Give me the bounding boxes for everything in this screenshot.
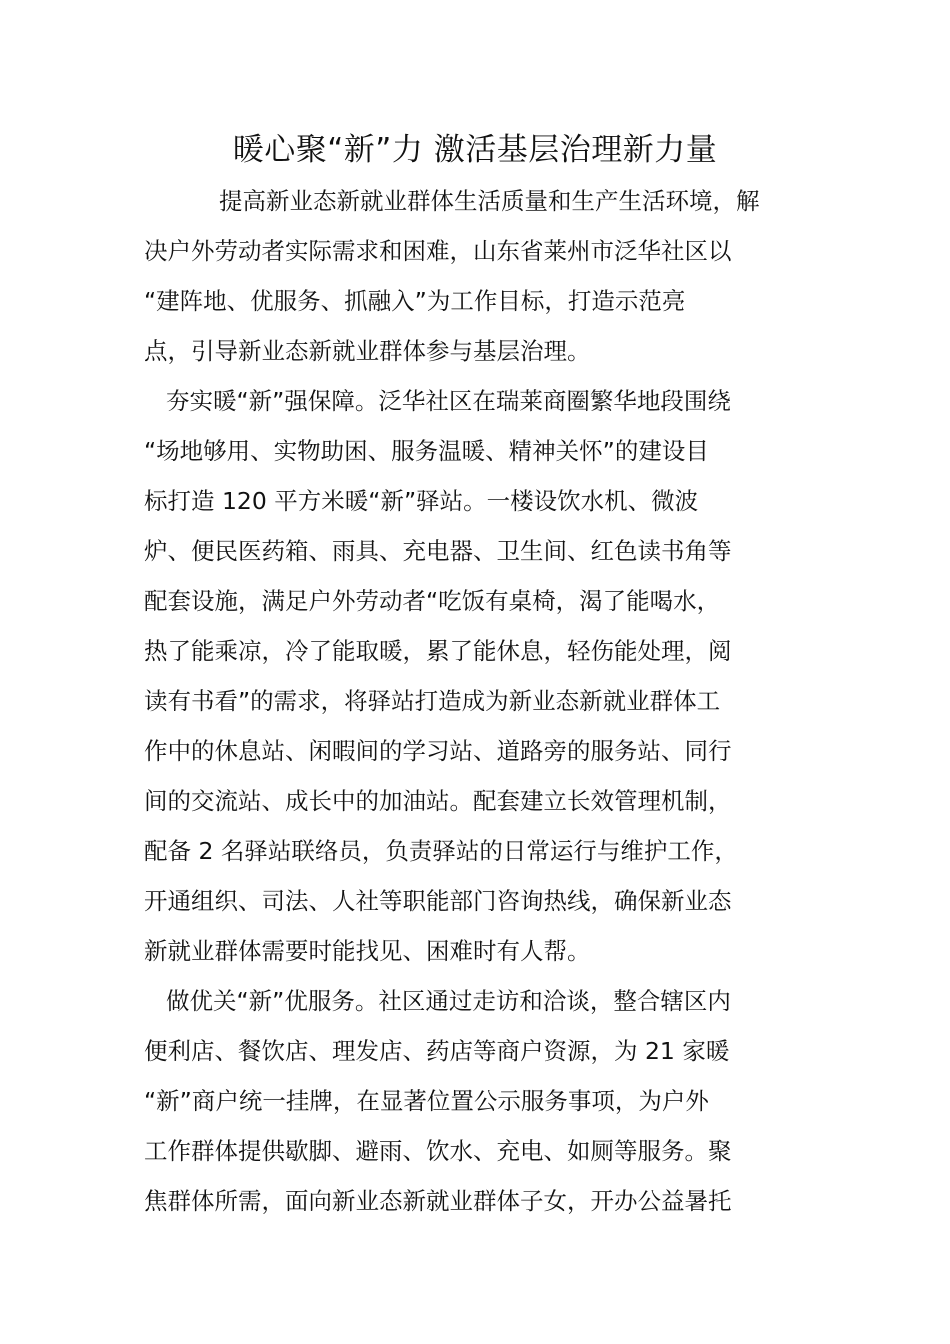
paragraph-line: 提高新业态新就业群体生活质量和生产生活环境，解 [219, 187, 760, 215]
paragraph-line: “新”商户统一挂牌，在显著位置公示服务事项，为户外 [144, 1087, 709, 1115]
paragraph-line: 工作群体提供歇脚、避雨、饮水、充电、如厕等服务。聚 [144, 1137, 732, 1165]
paragraph-line: 标打造 120 平方米暖“新”驿站。一楼设饮水机、微波 [144, 487, 699, 515]
document-body [144, 176, 814, 1226]
paragraph-line: 决户外劳动者实际需求和困难，山东省莱州市泛华社区以 [144, 237, 732, 265]
paragraph-line: 便利店、餐饮店、理发店、药店等商户资源，为 21 家暖 [144, 1037, 730, 1065]
paragraph-line: 做优关“新”优服务。社区通过走访和洽谈，整合辖区内 [166, 987, 731, 1015]
paragraph-line: 读有书看”的需求，将驿站打造成为新业态新就业群体工 [144, 687, 721, 715]
paragraph-line: 作中的休息站、闲暇间的学习站、道路旁的服务站、同行 [144, 737, 732, 765]
paragraph-line: 开通组织、司法、人社等职能部门咨询热线，确保新业态 [144, 887, 732, 915]
document-title: 暖心聚“新”力 激活基层治理新力量 [232, 132, 718, 168]
paragraph-line: “场地够用、实物助困、服务温暖、精神关怀”的建设目 [144, 437, 709, 465]
paragraph-line: 新就业群体需要时能找见、困难时有人帮。 [144, 937, 591, 965]
paragraph-line: 配备 2 名驿站联络员，负责驿站的日常运行与维护工作， [144, 837, 738, 865]
paragraph-line: “建阵地、优服务、抓融入”为工作目标，打造示范亮 [144, 287, 686, 315]
paragraph-line: 炉、便民医药箱、雨具、充电器、卫生间、红色读书角等 [144, 537, 732, 565]
paragraph-line: 焦群体所需，面向新业态新就业群体子女，开办公益暑托 [144, 1187, 732, 1215]
paragraph-line: 配套设施，满足户外劳动者“吃饭有桌椅，渴了能喝水， [144, 587, 721, 615]
paragraph-line: 点，引导新业态新就业群体参与基层治理。 [144, 337, 591, 365]
paragraph-line: 间的交流站、成长中的加油站。配套建立长效管理机制， [144, 787, 732, 815]
paragraph-line: 夯实暖“新”强保障。泛华社区在瑞莱商圈繁华地段围绕 [166, 387, 731, 415]
paragraph-line: 热了能乘凉，冷了能取暖，累了能休息，轻伤能处理，阅 [144, 637, 732, 665]
